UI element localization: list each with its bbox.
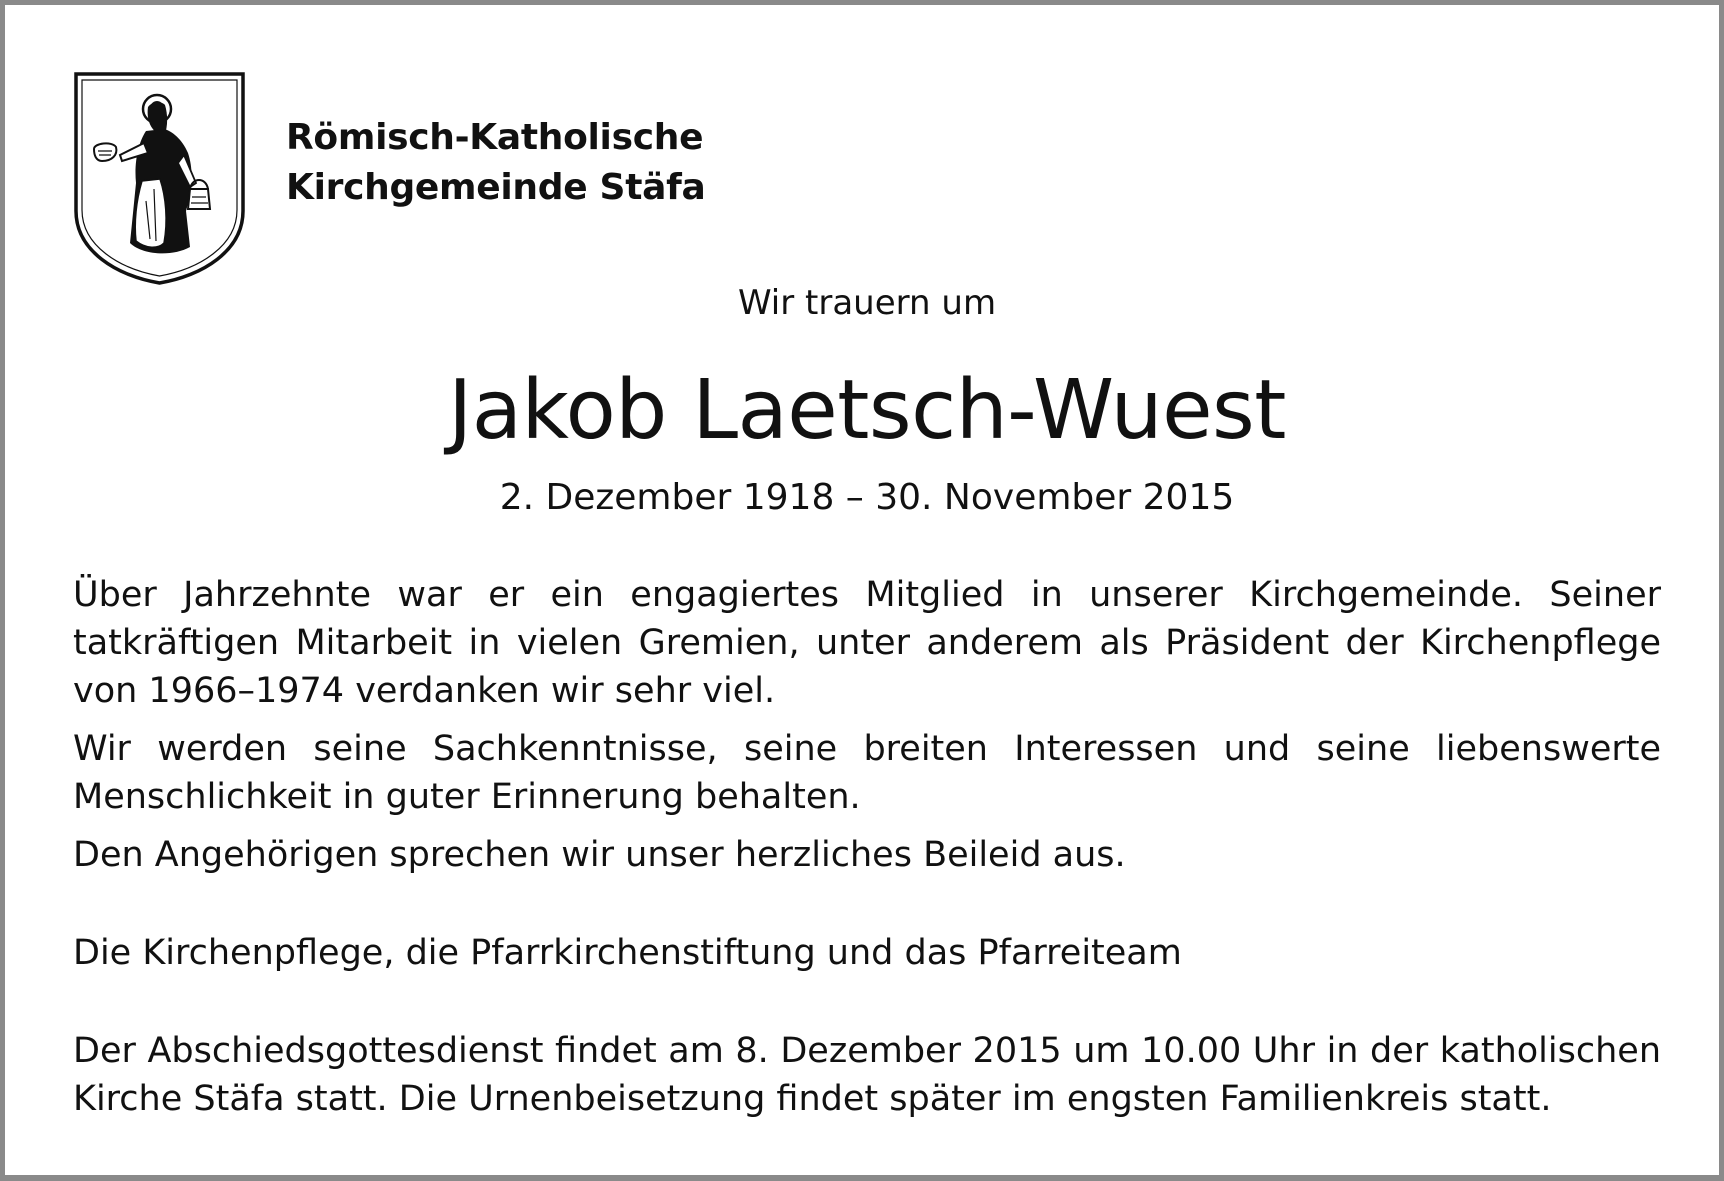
paragraph-condolence: Den Angehörigen sprechen wir unser herzliches Beileid aus.: [73, 835, 1126, 875]
parish-name: [286, 113, 705, 213]
deceased-name: Jakob Laetsch-Wuest: [448, 363, 1286, 458]
paragraph-service-info: Der Abschiedsgottesdienst findet am 8. Dezember 2015 um 10.00 Uhr in der katholischen Kirche Stäfa statt. Die Urnenbeisetzung findet später im engsten Familienkreis statt.: [73, 1031, 1661, 1119]
intro-text: Wir trauern um: [737, 283, 997, 323]
parish-name-line1: Römisch-Katholische: [286, 117, 704, 158]
life-dates: 2. Dezember 1918 – 30. November 2015: [499, 477, 1235, 518]
paragraph-remembrance: Wir werden seine Sachkenntnisse, seine breiten Interessen und seine liebenswerte Menschlichkeit in guter Erinnerung behalten.: [73, 729, 1661, 817]
paragraph-tribute: Über Jahrzehnte war er ein engagiertes Mitglied in unserer Kirchgemeinde. Seiner tatkräftigen Mitarbeit in vielen Gremien, unter anderem als Präsident der Kirchenpflege von 1966–1974 verdanken wir sehr viel.: [73, 575, 1661, 711]
parish-name-line2: Kirchgemeinde Stäfa: [286, 167, 706, 208]
signature: Die Kirchenpflege, die Pfarrkirchenstiftung und das Pfarreiteam: [73, 933, 1182, 973]
coat-of-arms-icon: [72, 71, 247, 286]
